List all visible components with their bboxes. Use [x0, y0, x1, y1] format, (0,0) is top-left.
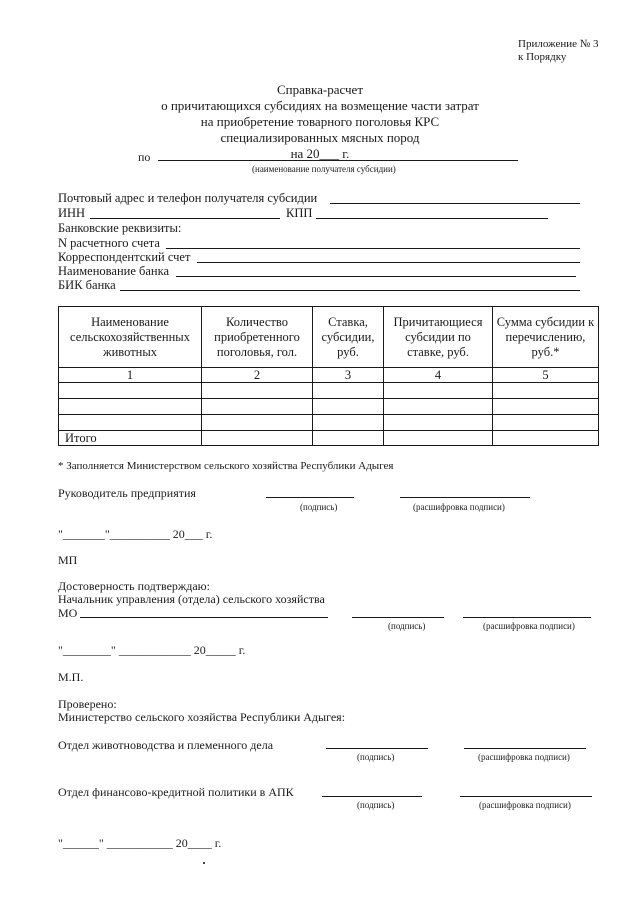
header-transfer-sum: Сумма субсидии к перечислению, руб.*: [493, 307, 599, 368]
title-line-5: на 20___ г.: [290, 146, 350, 161]
manager-date: "_______"__________ 20___ г.: [58, 527, 213, 541]
corr-account-label: Корреспондентский счет: [58, 250, 191, 264]
account-label: N расчетного счета: [58, 236, 160, 250]
title-line-1: Справка-расчет: [276, 82, 364, 97]
dept2-label: Отдел финансово-кредитной политики в АПК: [58, 785, 294, 799]
table-cell[interactable]: [493, 431, 599, 446]
confirm-decode-field[interactable]: [463, 617, 591, 618]
recipient-caption: (наименование получателя субсидии): [252, 164, 396, 174]
table-row: [59, 399, 599, 415]
footnote: * Заполняется Министерством сельского хозяйства Республики Адыгея: [58, 460, 394, 472]
checked-title: Проверено:: [58, 697, 117, 711]
recipient-field[interactable]: [158, 160, 518, 161]
table-cell[interactable]: [313, 399, 384, 415]
header-rate: Ставка, субсидии, руб.: [313, 307, 384, 368]
bik-field[interactable]: [120, 290, 580, 291]
confirm-title: Достоверность подтверждаю:: [58, 579, 210, 593]
title-line-4: специализированных мясных пород: [220, 130, 420, 145]
recipient-prefix: по: [138, 150, 151, 164]
confirm-date: "________" ____________ 20_____ г.: [58, 643, 246, 657]
table-cell[interactable]: [384, 399, 493, 415]
dept1-signature-field[interactable]: [326, 748, 428, 749]
subsidy-table: [58, 306, 599, 446]
account-field[interactable]: [166, 248, 580, 249]
inn-field[interactable]: [90, 218, 280, 219]
table-row: [59, 383, 599, 399]
column-number: 3: [313, 368, 384, 383]
table-cell[interactable]: [202, 399, 313, 415]
postal-field[interactable]: [330, 203, 580, 204]
dept2-signature-field[interactable]: [322, 796, 422, 797]
column-number: 5: [493, 368, 599, 383]
manager-stamp: МП: [58, 553, 78, 567]
postal-label: Почтовый адрес и телефон получателя субсидии: [58, 191, 318, 205]
column-number: 4: [384, 368, 493, 383]
table-cell[interactable]: [493, 383, 599, 399]
total-label: Итого: [59, 431, 202, 446]
table-cell[interactable]: [313, 431, 384, 446]
manager-decode-caption: (расшифровка подписи): [413, 502, 505, 512]
dept1-label: Отдел животноводства и племенного дела: [58, 738, 274, 752]
table-cell[interactable]: [59, 415, 202, 431]
table-cell[interactable]: [493, 399, 599, 415]
table-cell[interactable]: [384, 415, 493, 431]
kpp-field[interactable]: [316, 218, 548, 219]
table-header-row: [59, 307, 599, 368]
appendix-ref: к Порядку: [518, 51, 567, 63]
corr-account-field[interactable]: [197, 262, 580, 263]
table-cell[interactable]: [313, 383, 384, 399]
dept1-sign-caption: (подпись): [357, 752, 395, 762]
confirm-stamp: М.П.: [58, 670, 84, 684]
dept2-decode-caption: (расшифровка подписи): [479, 800, 571, 810]
bank-name-label: Наименование банка: [58, 264, 170, 278]
table-cell[interactable]: [384, 431, 493, 446]
manager-decode-field[interactable]: [400, 497, 530, 498]
confirm-mo-label: МО: [58, 606, 78, 620]
manager-label: Руководитель предприятия: [58, 486, 196, 500]
confirm-sign-caption: (подпись): [388, 621, 426, 631]
confirm-decode-caption: (расшифровка подписи): [483, 621, 575, 631]
header-animals: Наименование сельскохозяйственных животных: [59, 307, 202, 368]
document-title: [120, 82, 520, 162]
table-cell[interactable]: [313, 415, 384, 431]
table-cell[interactable]: [202, 431, 313, 446]
confirm-mo-field[interactable]: [80, 617, 328, 618]
dept2-sign-caption: (подпись): [357, 800, 395, 810]
confirm-head: Начальник управления (отдела) сельского хозяйства: [58, 592, 325, 606]
table-cell[interactable]: [493, 415, 599, 431]
bank-name-field[interactable]: [176, 276, 576, 277]
dept1-decode-field[interactable]: [464, 748, 586, 749]
header-quantity: Количество приобретенного поголовья, гол.: [202, 307, 313, 368]
scan-speck: [203, 862, 205, 864]
checked-ministry: Министерство сельского хозяйства Республики Адыгея:: [58, 710, 346, 724]
inn-label: ИНН: [58, 206, 86, 220]
table-cell[interactable]: [59, 383, 202, 399]
table-cell[interactable]: [384, 383, 493, 399]
bank-details-label: Банковские реквизиты:: [58, 221, 182, 235]
total-row: [59, 431, 599, 446]
kpp-label: КПП: [286, 206, 313, 220]
table-row: [59, 415, 599, 431]
dept2-decode-field[interactable]: [460, 796, 592, 797]
confirm-signature-field[interactable]: [352, 617, 444, 618]
dept1-decode-caption: (расшифровка подписи): [478, 752, 570, 762]
manager-sign-caption: (подпись): [300, 502, 338, 512]
table-cell[interactable]: [59, 399, 202, 415]
title-line-3: на приобретение товарного поголовья КРС: [200, 114, 440, 129]
table-cell[interactable]: [202, 415, 313, 431]
column-number: 2: [202, 368, 313, 383]
column-number-row: [59, 368, 599, 383]
table-cell[interactable]: [202, 383, 313, 399]
header-due-subsidy: Причитающиеся субсидии по ставке, руб.: [384, 307, 493, 368]
appendix-number: Приложение № 3: [518, 38, 599, 50]
manager-signature-field[interactable]: [266, 497, 354, 498]
checked-date: "______" ___________ 20____ г.: [58, 836, 222, 850]
title-line-2: о причитающихся субсидиях на возмещение части затрат: [161, 98, 479, 113]
bik-label: БИК банка: [58, 278, 116, 292]
column-number: 1: [59, 368, 202, 383]
